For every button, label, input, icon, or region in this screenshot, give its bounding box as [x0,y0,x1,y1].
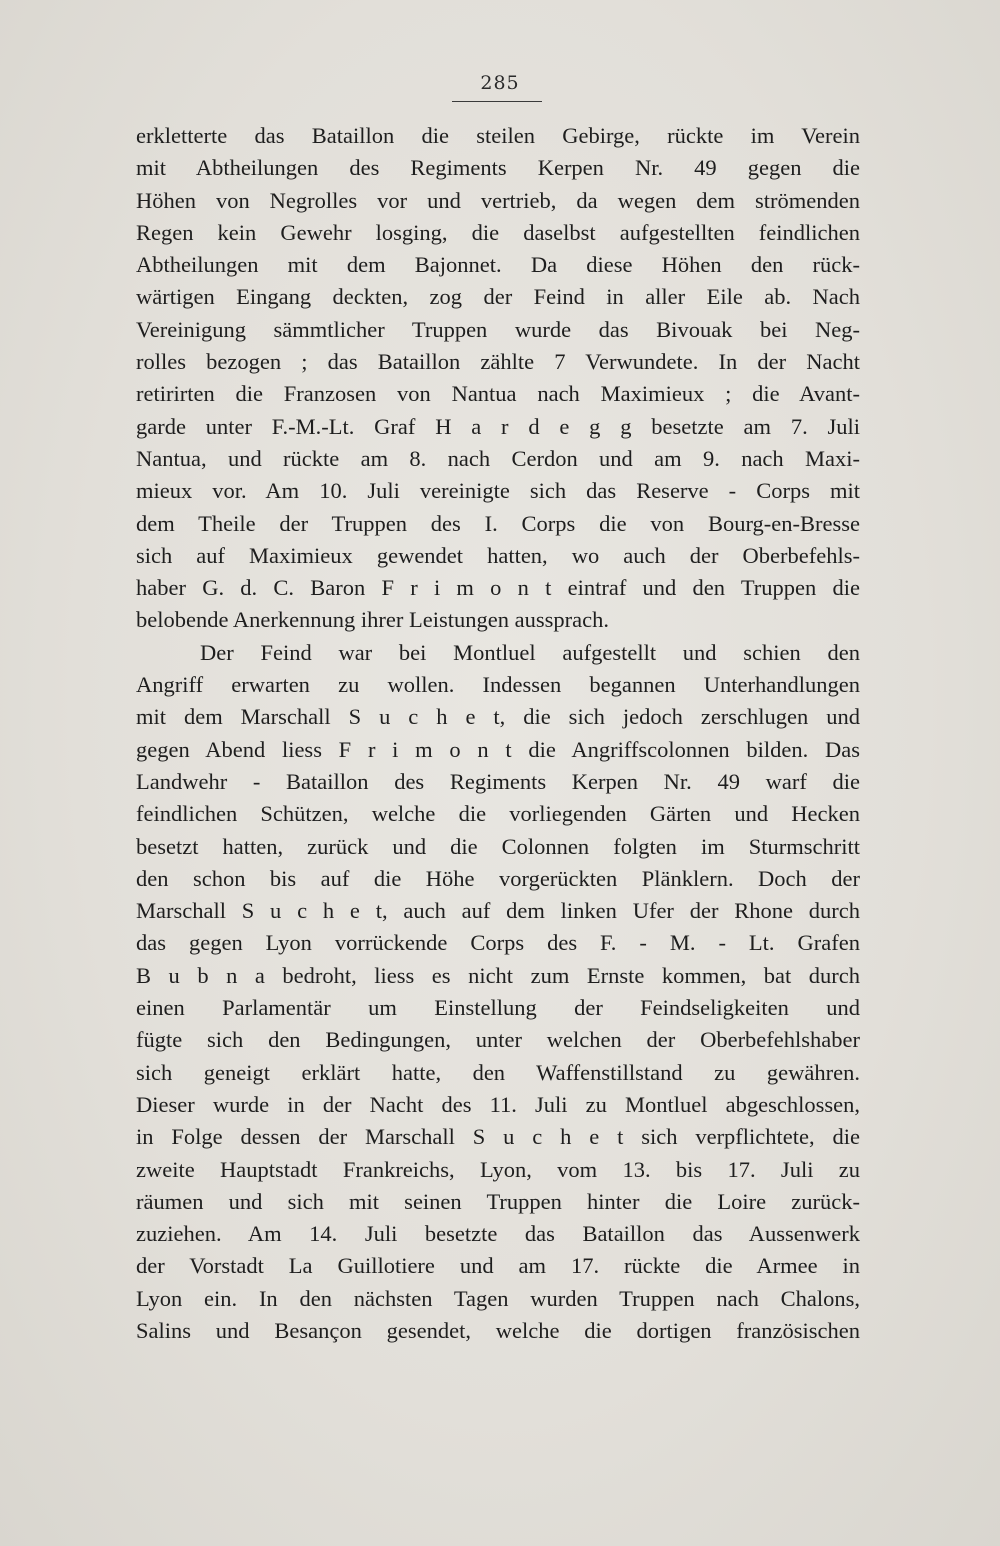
text-line: einen Parlamentär um Einstellung der Feindseligkeiten und [136,995,860,1021]
text-line: das gegen Lyon vorrückende Corps des F. - M. - Lt. Grafen [136,930,860,956]
text-line: mit dem Marschall S u c h e t, die sich jedoch zerschlugen und [136,704,860,730]
text-line: sich auf Maximieux gewendet hatten, wo auch der Oberbefehls- [136,542,860,568]
text-line: räumen und sich mit seinen Truppen hinter die Loire zurück- [136,1188,860,1214]
text-line: Vereinigung sämmtlicher Truppen wurde das Bivouak bei Neg- [136,316,860,342]
text-line: mit Abtheilungen des Regiments Kerpen Nr. 49 gegen die [136,155,860,181]
text-line: sich geneigt erklärt hatte, den Waffenstillstand zu gewähren. [136,1059,860,1085]
text-line: in Folge dessen der Marschall S u c h e t sich verpflichtete, die [136,1124,860,1150]
text-line: Angriff erwarten zu wollen. Indessen begannen Unterhandlungen [136,672,860,698]
text-line: rolles bezogen ; das Bataillon zählte 7 Verwundete. In der Nacht [136,349,860,375]
text-line: den schon bis auf die Höhe vorgerückten Plänklern. Doch der [136,865,860,891]
text-line: Marschall S u c h e t, auch auf dem linken Ufer der Rhone durch [136,898,860,924]
text-line: Salins und Besançon gesendet, welche die dortigen französischen [136,1317,860,1343]
text-line: mieux vor. Am 10. Juli vereinigte sich das Reserve - Corps mit [136,478,860,504]
text-line: erkletterte das Bataillon die steilen Gebirge, rückte im Verein [136,123,860,148]
text-line: Landwehr - Bataillon des Regiments Kerpen Nr. 49 warf die [136,768,860,794]
body-text [136,120,860,1347]
text-line: dem Theile der Truppen des I. Corps die von Bourg-en-Bresse [136,510,860,536]
text-line: der Vorstadt La Guillotiere und am 17. rückte die Armee in [136,1253,860,1279]
text-line: haber G. d. C. Baron F r i m o n t eintraf und den Truppen die [136,575,860,601]
text-line: Lyon ein. In den nächsten Tagen wurden Truppen nach Chalons, [136,1285,860,1311]
text-line: wärtigen Eingang deckten, zog der Feind in aller Eile ab. Nach [136,284,860,310]
text-line: zweite Hauptstadt Frankreichs, Lyon, vom 13. bis 17. Juli zu [136,1156,860,1182]
page-number-rule [452,101,542,102]
text-line: besetzt hatten, zurück und die Colonnen folgten im Sturmschritt [136,833,860,859]
text-line: feindlichen Schützen, welche die vorliegenden Gärten und Hecken [136,801,860,827]
text-line: B u b n a bedroht, liess es nicht zum Ernste kommen, bat durch [136,962,860,988]
text-line: garde unter F.-M.-Lt. Graf H a r d e g g besetzte am 7. Juli [136,413,860,439]
text-line: zuziehen. Am 14. Juli besetzte das Bataillon das Aussenwerk [136,1221,860,1247]
text-line: gegen Abend liess F r i m o n t die Angriffscolonnen bilden. Das [136,736,860,762]
text-line: belobende Anerkennung ihrer Leistungen aussprach. [136,607,609,633]
text-line: Nantua, und rückte am 8. nach Cerdon und am 9. nach Maxi- [136,445,860,471]
text-line: fügte sich den Bedingungen, unter welchen der Oberbefehlshaber [136,1027,860,1053]
text-line: Der Feind war bei Montluel aufgestellt und schien den [200,639,860,665]
text-line: Höhen von Negrolles vor und vertrieb, da wegen dem strömenden [136,187,860,213]
page-number: 285 [480,72,520,94]
text-line: Abtheilungen mit dem Bajonnet. Da diese Höhen den rück- [136,252,860,278]
text-line: Dieser wurde in der Nacht des 11. Juli zu Montluel abgeschlossen, [136,1091,860,1117]
text-line: Regen kein Gewehr losging, die daselbst aufgestellten feindlichen [136,219,860,245]
text-line: retirirten die Franzosen von Nantua nach Maximieux ; die Avant- [136,381,860,407]
